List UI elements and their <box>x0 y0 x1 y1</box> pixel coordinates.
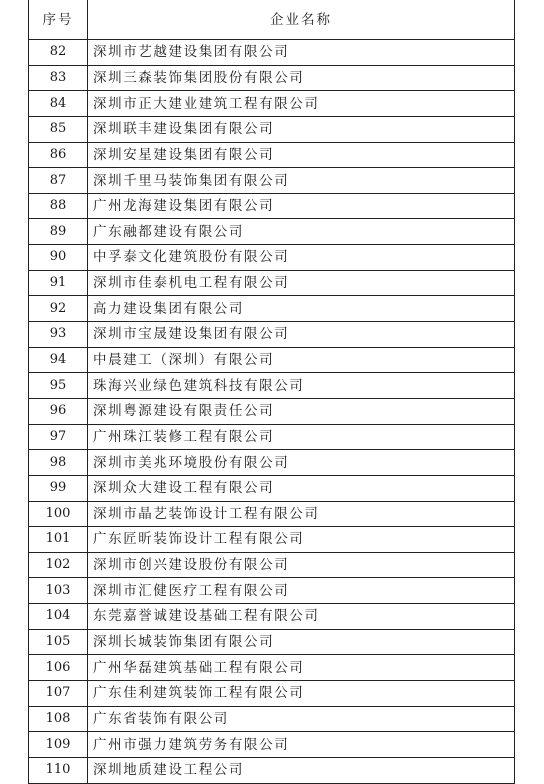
table-row <box>29 193 515 219</box>
enterprise-name: 深圳市汇健医疗工程有限公司 <box>88 578 515 604</box>
row-number: 102 <box>29 552 88 578</box>
row-number: 93 <box>29 322 88 348</box>
enterprise-name: 广州龙海建设集团有限公司 <box>88 193 515 219</box>
table-row <box>29 168 515 194</box>
enterprise-name: 东莞嘉誉诚建设基础工程有限公司 <box>88 604 515 630</box>
enterprise-name: 广州珠江装修工程有限公司 <box>88 424 515 450</box>
enterprise-name: 珠海兴业绿色建筑科技有限公司 <box>88 373 515 399</box>
row-number: 92 <box>29 296 88 322</box>
table-row <box>29 757 515 783</box>
enterprise-name: 深圳市佳泰机电工程有限公司 <box>88 270 515 296</box>
table-row <box>29 398 515 424</box>
table-row <box>29 450 515 476</box>
table-row <box>29 552 515 578</box>
row-number: 103 <box>29 578 88 604</box>
row-number: 109 <box>29 732 88 758</box>
table-row <box>29 296 515 322</box>
row-number: 90 <box>29 245 88 271</box>
header-enterprise-name: 企业名称 <box>88 0 515 40</box>
table-row <box>29 116 515 142</box>
enterprise-name: 深圳粤源建设有限责任公司 <box>88 398 515 424</box>
table-row <box>29 91 515 117</box>
row-number: 108 <box>29 706 88 732</box>
table-row <box>29 373 515 399</box>
enterprise-name: 深圳市宝晟建设集团有限公司 <box>88 322 515 348</box>
enterprise-name: 广州华磊建筑基础工程有限公司 <box>88 655 515 681</box>
enterprise-name: 中孚泰文化建筑股份有限公司 <box>88 245 515 271</box>
row-number: 104 <box>29 604 88 630</box>
enterprise-name: 深圳市创兴建设股份有限公司 <box>88 552 515 578</box>
header-serial-number: 序号 <box>29 0 88 40</box>
row-number: 94 <box>29 347 88 373</box>
table-row <box>29 245 515 271</box>
row-number: 107 <box>29 681 88 707</box>
enterprise-name: 高力建设集团有限公司 <box>88 296 515 322</box>
enterprise-name: 深圳市晶艺装饰设计工程有限公司 <box>88 501 515 527</box>
table-row <box>29 604 515 630</box>
table-row <box>29 527 515 553</box>
row-number: 85 <box>29 116 88 142</box>
table-row <box>29 732 515 758</box>
document-page <box>28 0 514 784</box>
row-number: 82 <box>29 40 88 66</box>
enterprise-name: 深圳众大建设工程有限公司 <box>88 475 515 501</box>
table-row <box>29 629 515 655</box>
table-row <box>29 424 515 450</box>
row-number: 88 <box>29 193 88 219</box>
enterprise-name: 深圳市正大建业建筑工程有限公司 <box>88 91 515 117</box>
row-number: 95 <box>29 373 88 399</box>
row-number: 99 <box>29 475 88 501</box>
table-row <box>29 142 515 168</box>
row-number: 97 <box>29 424 88 450</box>
row-number: 106 <box>29 655 88 681</box>
table-row <box>29 475 515 501</box>
table-row <box>29 219 515 245</box>
row-number: 91 <box>29 270 88 296</box>
enterprise-name: 广东佳利建筑装饰工程有限公司 <box>88 681 515 707</box>
row-number: 86 <box>29 142 88 168</box>
enterprise-table <box>28 0 515 784</box>
enterprise-name: 深圳市艺越建设集团有限公司 <box>88 40 515 66</box>
enterprise-name: 深圳三森装饰集团股份有限公司 <box>88 65 515 91</box>
enterprise-name: 广东省装饰有限公司 <box>88 706 515 732</box>
row-number: 100 <box>29 501 88 527</box>
row-number: 83 <box>29 65 88 91</box>
enterprise-name: 中晨建工（深圳）有限公司 <box>88 347 515 373</box>
row-number: 87 <box>29 168 88 194</box>
table-row <box>29 681 515 707</box>
row-number: 96 <box>29 398 88 424</box>
row-number: 98 <box>29 450 88 476</box>
table-header-row <box>29 0 515 40</box>
enterprise-name: 广东融都建设有限公司 <box>88 219 515 245</box>
table-row <box>29 655 515 681</box>
table-row <box>29 706 515 732</box>
table-row <box>29 65 515 91</box>
enterprise-name: 深圳地质建设工程公司 <box>88 757 515 783</box>
table-row <box>29 347 515 373</box>
enterprise-name: 深圳安星建设集团有限公司 <box>88 142 515 168</box>
row-number: 101 <box>29 527 88 553</box>
table-row <box>29 270 515 296</box>
enterprise-name: 广东匠昕装饰设计工程有限公司 <box>88 527 515 553</box>
row-number: 89 <box>29 219 88 245</box>
row-number: 110 <box>29 757 88 783</box>
table-row <box>29 578 515 604</box>
enterprise-name: 广州市强力建筑劳务有限公司 <box>88 732 515 758</box>
table-row <box>29 501 515 527</box>
row-number: 84 <box>29 91 88 117</box>
enterprise-name: 深圳联丰建设集团有限公司 <box>88 116 515 142</box>
table-row <box>29 322 515 348</box>
enterprise-name: 深圳市美兆环境股份有限公司 <box>88 450 515 476</box>
table-body <box>29 40 515 784</box>
row-number: 105 <box>29 629 88 655</box>
enterprise-name: 深圳千里马装饰集团有限公司 <box>88 168 515 194</box>
enterprise-name: 深圳长城装饰集团有限公司 <box>88 629 515 655</box>
table-row <box>29 40 515 66</box>
